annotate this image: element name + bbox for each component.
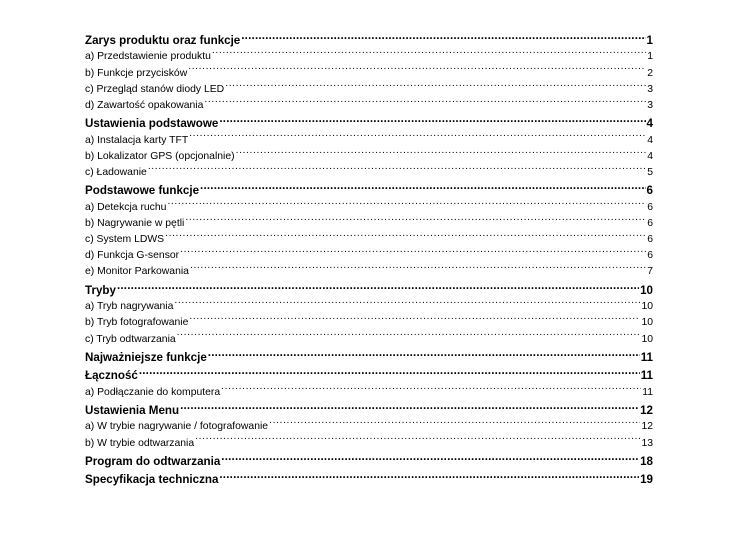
toc-page-number: 6 xyxy=(647,217,653,229)
toc-entry-label: a) Detekcja ruchu xyxy=(85,201,167,213)
toc-page-number: 7 xyxy=(647,266,653,278)
toc-entry-label: c) Ładowanie xyxy=(85,167,147,179)
toc-entry-label: c) Tryb odtwarzania xyxy=(85,333,176,345)
toc-heading-label: Najważniejsze funkcje xyxy=(85,350,207,364)
toc-page-number: 10 xyxy=(640,283,653,297)
toc-page-number: 11 xyxy=(640,350,653,364)
toc-page-number: 6 xyxy=(647,234,653,246)
dot-leader xyxy=(190,264,646,274)
toc-entry-label: d) Funkcja G-sensor xyxy=(85,250,180,262)
toc-page-number: 4 xyxy=(646,117,653,131)
toc-heading[interactable] xyxy=(85,402,653,419)
dot-leader xyxy=(221,384,641,394)
toc-entry[interactable] xyxy=(85,264,653,280)
toc-entry[interactable] xyxy=(85,419,653,435)
toc-heading-label: Tryby xyxy=(85,283,116,297)
toc-entry[interactable] xyxy=(85,49,653,65)
toc-page-number: 10 xyxy=(641,333,653,345)
toc-heading[interactable] xyxy=(85,32,653,49)
dot-leader xyxy=(195,435,640,445)
table-of-contents xyxy=(85,32,653,488)
toc-entry[interactable] xyxy=(85,148,653,164)
toc-entry-label: d) Zawartość opakowania xyxy=(85,99,204,111)
toc-entry[interactable] xyxy=(85,81,653,97)
toc-entry-label: a) Przedstawienie produktu xyxy=(85,51,211,63)
dot-leader xyxy=(167,199,646,209)
toc-page-number: 19 xyxy=(640,473,653,487)
dot-leader xyxy=(188,65,646,75)
toc-heading[interactable] xyxy=(85,349,653,366)
dot-leader xyxy=(180,402,639,414)
dot-leader xyxy=(219,116,645,128)
dot-leader xyxy=(200,183,646,195)
dot-leader xyxy=(189,315,640,325)
dot-leader xyxy=(165,232,646,242)
toc-heading[interactable] xyxy=(85,282,653,299)
dot-leader xyxy=(236,148,647,158)
dot-leader xyxy=(241,32,645,44)
dot-leader xyxy=(212,49,646,59)
toc-page-number: 11 xyxy=(640,369,653,383)
toc-entry[interactable] xyxy=(85,384,653,400)
toc-page-number: 18 xyxy=(640,454,653,468)
toc-entry-label: b) Tryb fotografowanie xyxy=(85,317,189,329)
toc-page-number: 1 xyxy=(646,34,653,47)
toc-heading[interactable] xyxy=(85,453,653,470)
toc-entry-label: c) System LDWS xyxy=(85,234,165,246)
toc-page-number: 11 xyxy=(642,386,653,398)
toc-heading-label: Łączność xyxy=(85,369,138,383)
toc-page-number: 4 xyxy=(647,134,653,146)
dot-leader xyxy=(269,419,640,429)
toc-entry-label: a) Instalacja karty TFT xyxy=(85,134,189,146)
dot-leader xyxy=(189,132,646,142)
toc-page-number: 6 xyxy=(647,250,653,262)
toc-entry[interactable] xyxy=(85,299,653,315)
dot-leader xyxy=(219,472,639,484)
dot-leader xyxy=(148,165,646,175)
dot-leader xyxy=(225,81,646,91)
toc-heading-label: Podstawowe funkcje xyxy=(85,184,200,198)
toc-heading-label: Ustawienia Menu xyxy=(85,404,180,417)
toc-heading[interactable] xyxy=(85,471,653,488)
dot-leader xyxy=(180,248,646,258)
toc-entry-label: a) Podłączanie do komputera xyxy=(85,386,221,398)
toc-entry[interactable] xyxy=(85,315,653,331)
toc-entry-label: c) Przegląd stanów diody LED xyxy=(85,83,225,95)
toc-entry-label: b) Funkcje przycisków xyxy=(85,67,188,79)
toc-page-number: 3 xyxy=(647,83,653,95)
toc-heading-label: Specyfikacja techniczna xyxy=(85,473,219,487)
toc-heading-label: Ustawienia podstawowe xyxy=(85,117,219,131)
toc-page-number: 4 xyxy=(647,150,653,162)
toc-entry[interactable] xyxy=(85,132,653,148)
toc-page-number: 6 xyxy=(647,201,653,213)
toc-page-number: 5 xyxy=(647,167,653,179)
toc-entry[interactable] xyxy=(85,199,653,215)
toc-entry[interactable] xyxy=(85,331,653,347)
toc-page-number: 10 xyxy=(641,317,653,329)
dot-leader xyxy=(139,368,640,380)
toc-heading[interactable] xyxy=(85,182,653,199)
dot-leader xyxy=(221,453,639,465)
toc-heading[interactable] xyxy=(85,115,653,132)
dot-leader xyxy=(208,349,640,361)
toc-entry[interactable] xyxy=(85,98,653,114)
toc-entry-label: b) W trybie odtwarzania xyxy=(85,437,195,449)
toc-entry-label: a) W trybie nagrywanie / fotografowanie xyxy=(85,421,269,433)
toc-entry[interactable] xyxy=(85,232,653,248)
dot-leader xyxy=(204,98,646,108)
toc-entry-label: a) Tryb nagrywania xyxy=(85,301,174,313)
dot-leader xyxy=(185,216,646,226)
toc-entry[interactable] xyxy=(85,216,653,232)
toc-page-number: 12 xyxy=(641,421,653,433)
toc-entry-label: e) Monitor Parkowania xyxy=(85,266,189,278)
toc-entry[interactable] xyxy=(85,165,653,181)
toc-page-number: 10 xyxy=(641,301,653,313)
toc-heading-label: Program do odtwarzania xyxy=(85,454,221,468)
dot-leader xyxy=(117,282,639,294)
toc-entry[interactable] xyxy=(85,435,653,451)
toc-page-number: 13 xyxy=(641,437,653,449)
toc-page-number: 12 xyxy=(640,404,653,417)
toc-heading[interactable] xyxy=(85,367,653,384)
toc-page-number: 1 xyxy=(647,51,653,63)
toc-entry-label: b) Lokalizator GPS (opcjonalnie) xyxy=(85,150,235,162)
dot-leader xyxy=(177,331,641,341)
toc-entry[interactable] xyxy=(85,65,653,81)
toc-entry[interactable] xyxy=(85,248,653,264)
toc-page-number: 2 xyxy=(647,67,653,79)
dot-leader xyxy=(174,299,640,309)
toc-entry-label: b) Nagrywanie w pętli xyxy=(85,217,185,229)
toc-page-number: 3 xyxy=(647,99,653,111)
toc-page-number: 6 xyxy=(646,184,653,198)
toc-heading-label: Zarys produktu oraz funkcje xyxy=(85,34,241,47)
